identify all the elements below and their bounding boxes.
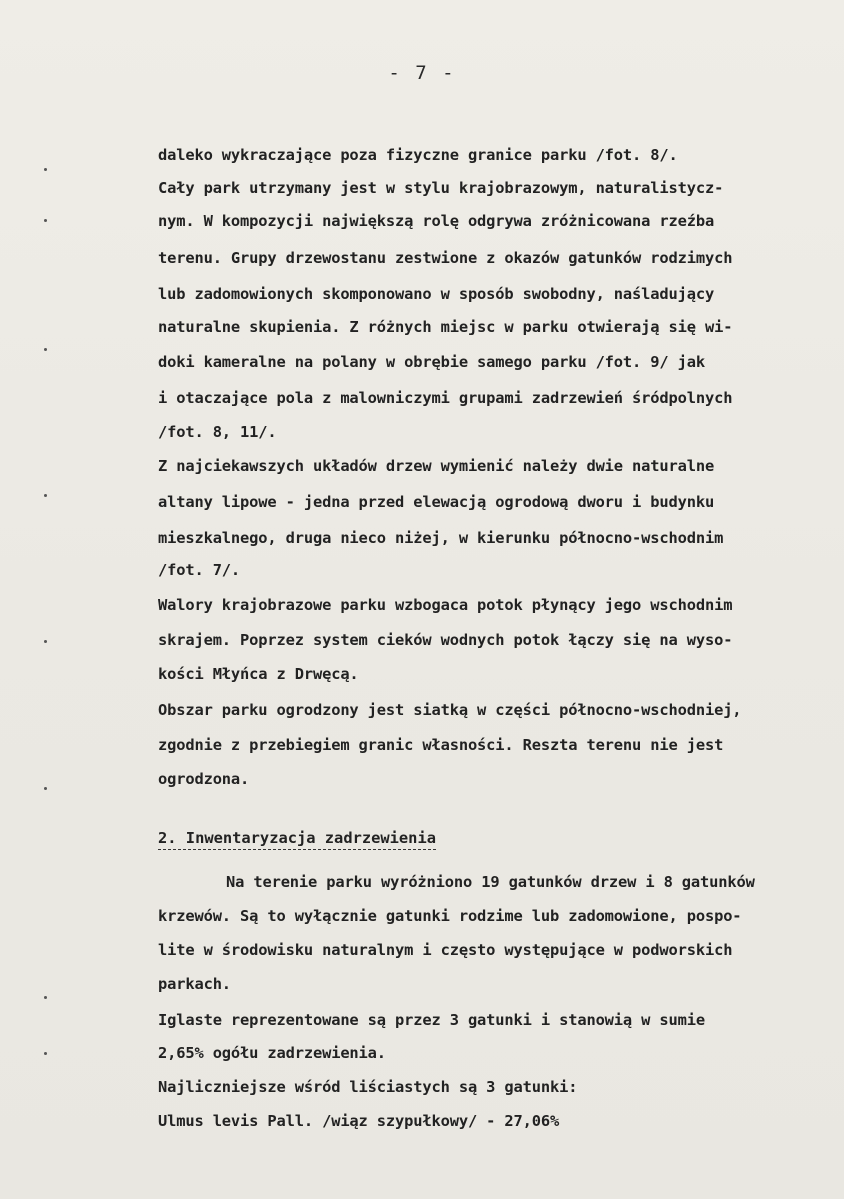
margin-dot: [44, 219, 47, 222]
margin-dot: [44, 787, 47, 790]
margin-dot: [44, 348, 47, 351]
section-heading: 2. Inwentaryzacja zadrzewienia: [158, 828, 436, 850]
margin-dot: [44, 996, 47, 999]
text-line: Walory krajobrazowe parku wzbogaca potok płynący jego wschodnim: [158, 596, 733, 614]
text-line: zgodnie z przebiegiem granic własności. Reszta terenu nie jest: [158, 736, 724, 754]
text-line: mieszkalnego, druga nieco niżej, w kierunku północno-wschodnim: [158, 529, 724, 547]
page-number: - 7 -: [388, 62, 456, 84]
text-line: Ulmus levis Pall. /wiąz szypułkowy/ - 27,06%: [158, 1112, 560, 1130]
text-line: Iglaste reprezentowane są przez 3 gatunki i stanowią w sumie: [158, 1011, 705, 1029]
text-line: krzewów. Są to wyłącznie gatunki rodzime lub zadomowione, pospo-: [158, 907, 742, 925]
text-line: 2,65% ogółu zadrzewienia.: [158, 1044, 386, 1062]
text-line: i otaczające pola z malowniczymi grupami zadrzewień śródpolnych: [158, 389, 733, 407]
text-line: parkach.: [158, 975, 231, 993]
text-line: Z najciekawszych układów drzew wymienić należy dwie naturalne: [158, 457, 715, 475]
margin-dot: [44, 168, 47, 171]
margin-dot: [44, 494, 47, 497]
text-line: doki kameralne na polany w obrębie samego parku /fot. 9/ jak: [158, 353, 705, 371]
text-line: terenu. Grupy drzewostanu zestwione z okazów gatunków rodzimych: [158, 249, 733, 267]
text-line: skrajem. Poprzez system cieków wodnych potok łączy się na wyso-: [158, 631, 733, 649]
text-line: /fot. 8, 11/.: [158, 423, 277, 441]
text-line: lub zadomowionych skomponowano w sposób swobodny, naśladujący: [158, 285, 715, 303]
margin-dot: [44, 1052, 47, 1055]
text-line: kości Młyńca z Drwęcą.: [158, 665, 359, 683]
text-line: lite w środowisku naturalnym i często występujące w podworskich: [158, 941, 733, 959]
text-line: Najliczniejsze wśród liściastych są 3 gatunki:: [158, 1078, 578, 1096]
margin-dot: [44, 640, 47, 643]
text-line: nym. W kompozycji największą rolę odgrywa zróżnicowana rzeźba: [158, 212, 715, 230]
text-line: daleko wykraczające poza fizyczne granice parku /fot. 8/.: [158, 146, 678, 164]
text-line: Obszar parku ogrodzony jest siatką w części północno-wschodniej,: [158, 701, 742, 719]
text-line: Na terenie parku wyróżniono 19 gatunków drzew i 8 gatunków: [226, 873, 755, 891]
text-line: /fot. 7/.: [158, 561, 241, 579]
text-line: naturalne skupienia. Z różnych miejsc w parku otwierają się wi-: [158, 318, 733, 336]
text-line: altany lipowe - jedna przed elewacją ogrodową dworu i budynku: [158, 493, 715, 511]
text-line: Cały park utrzymany jest w stylu krajobrazowym, naturalistycz-: [158, 179, 724, 197]
text-line: ogrodzona.: [158, 770, 250, 788]
